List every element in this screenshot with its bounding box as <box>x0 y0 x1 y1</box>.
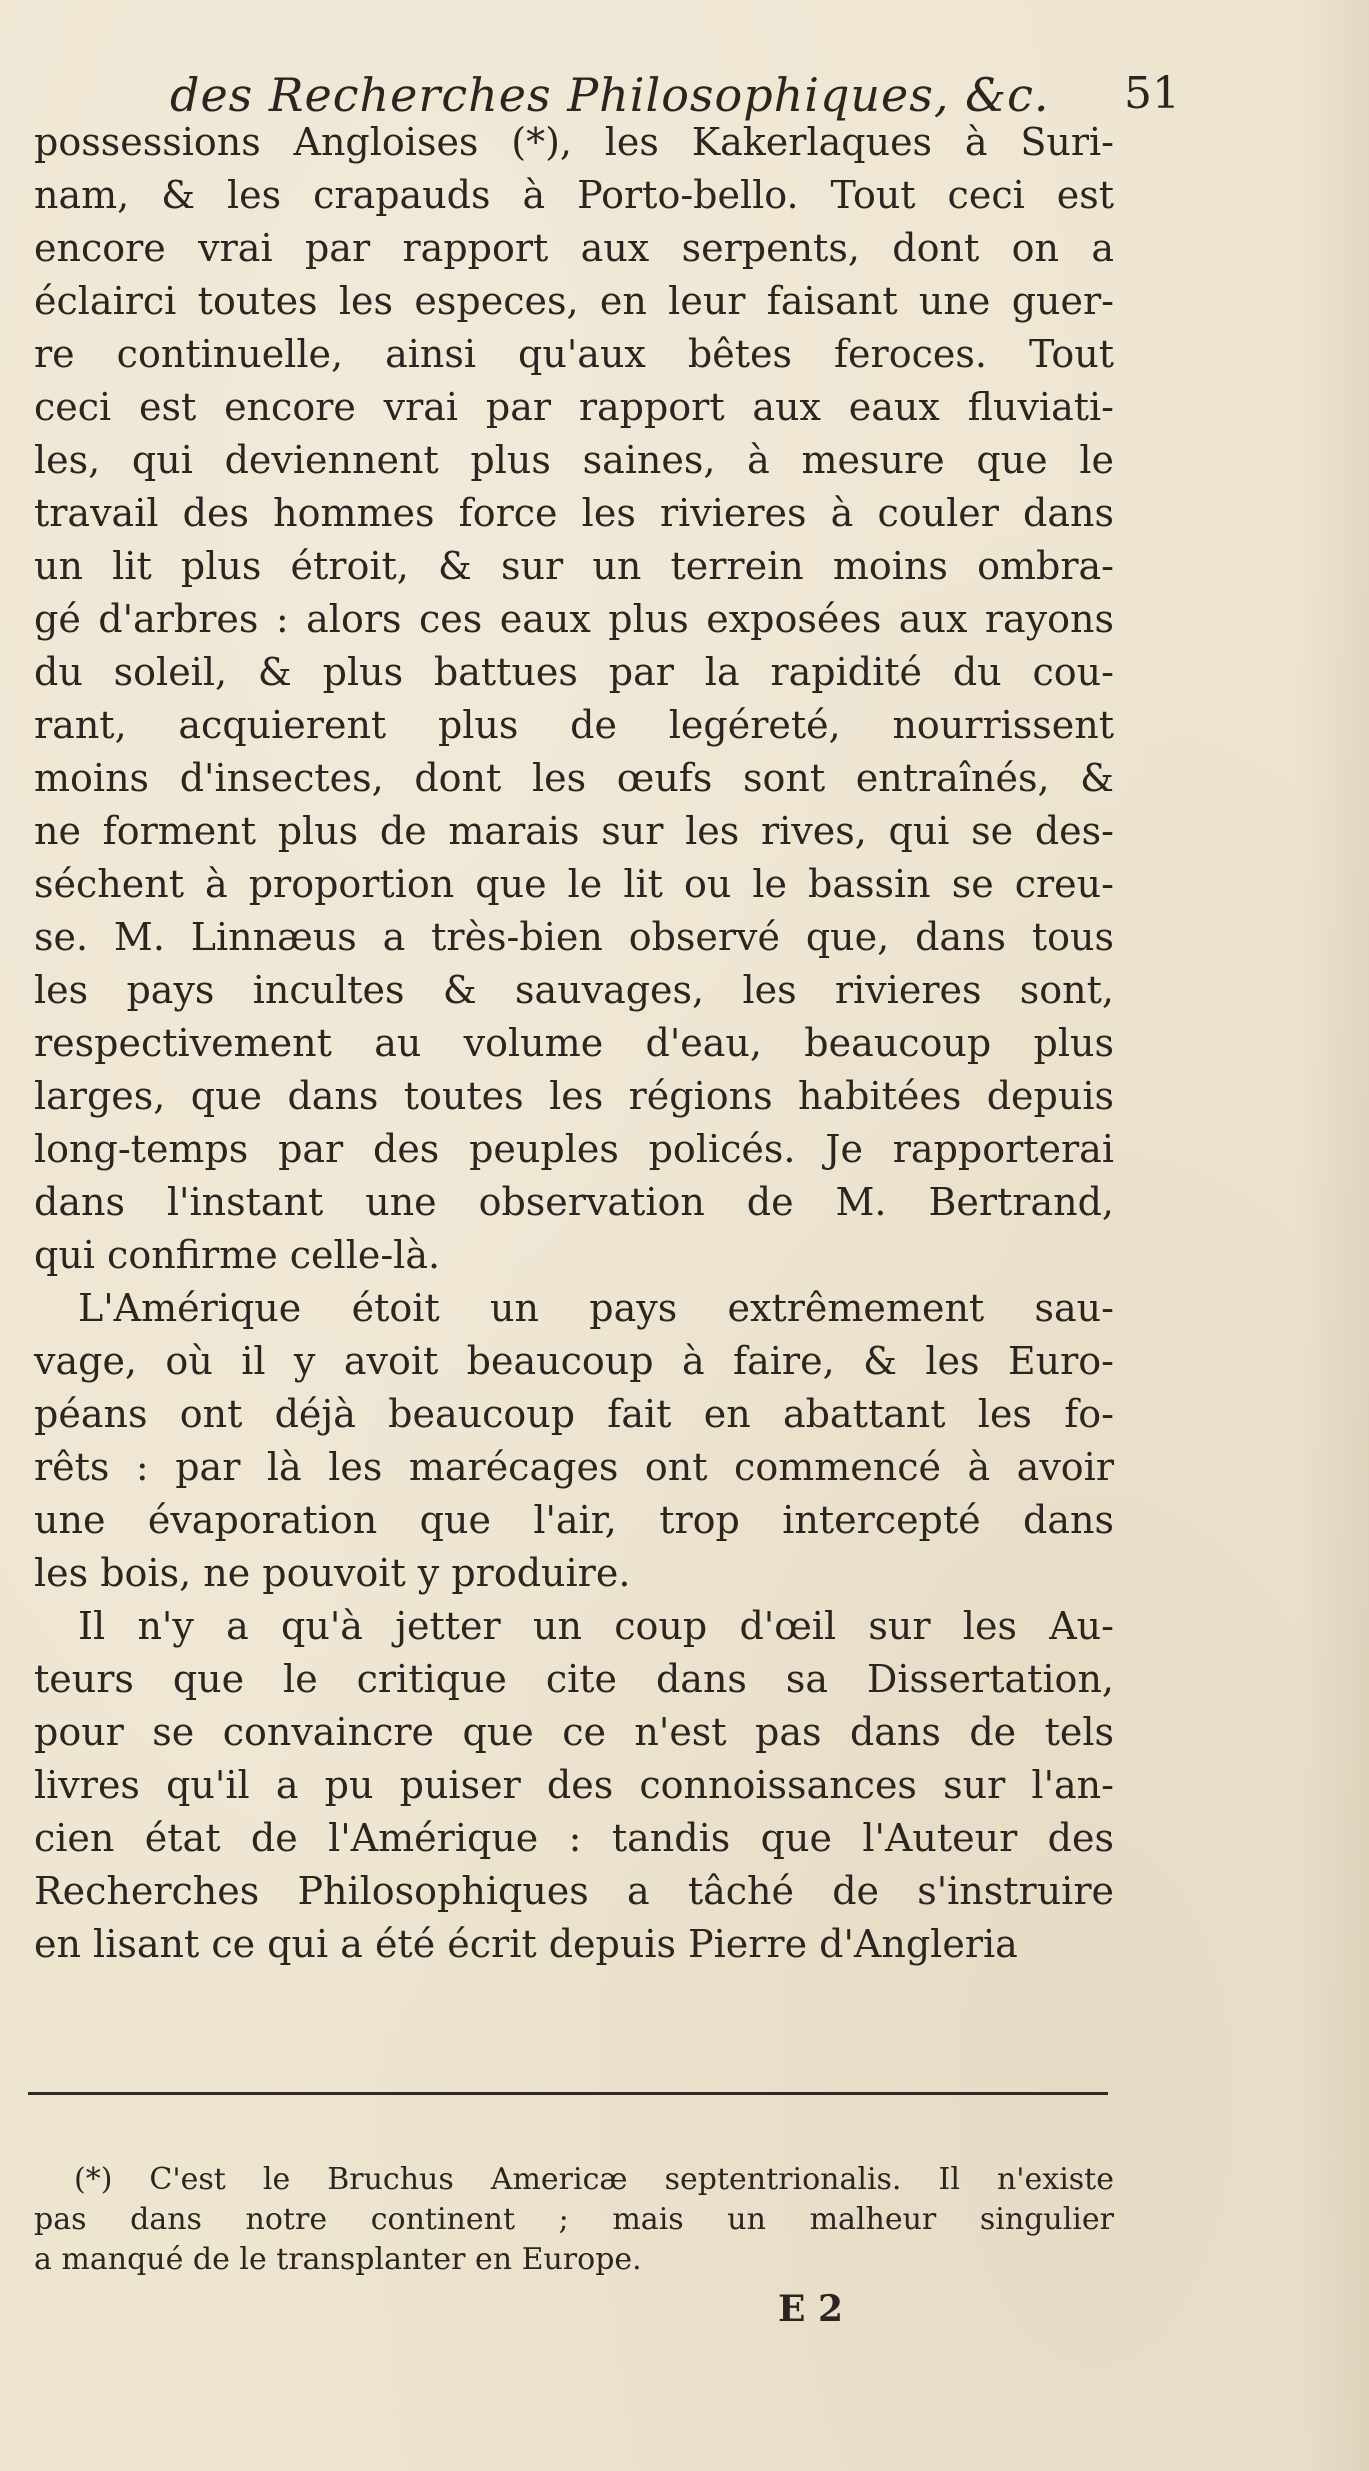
footnote-line: a manqué de le transplanter en Europe. <box>34 2242 642 2277</box>
page-number: 51 <box>1124 68 1180 119</box>
text-line: nam, & les crapauds à Porto-bello. Tout ceci est <box>34 173 1114 217</box>
text-line: en lisant ce qui a été écrit depuis Pierre d'Angleria <box>34 1922 1018 1966</box>
text-line: teurs que le critique cite dans sa Dissertation, <box>34 1657 1114 1701</box>
text-line: gé d'arbres : alors ces eaux plus exposées aux rayons <box>34 597 1114 641</box>
text-line: les, qui deviennent plus saines, à mesure que le <box>34 438 1114 482</box>
text-line: un lit plus étroit, & sur un terrein moins ombra- <box>34 544 1114 588</box>
text-line: les pays incultes & sauvages, les rivieres sont, <box>34 968 1114 1012</box>
text-line: qui confirme celle-là. <box>34 1233 441 1277</box>
text-line: ne forment plus de marais sur les rives, qui se des- <box>34 809 1114 853</box>
page-edge-shadow <box>1299 0 1369 2471</box>
text-line: possessions Angloises (*), les Kakerlaques à Suri- <box>34 120 1114 164</box>
text-line: rant, acquierent plus de legéreté, nourrissent <box>34 703 1114 747</box>
signature-mark: E 2 <box>778 2288 844 2330</box>
text-line: péans ont déjà beaucoup fait en abattant les fo- <box>34 1392 1114 1436</box>
text-line: vage, où il y avoit beaucoup à faire, & les Euro- <box>34 1339 1114 1383</box>
footnote <box>34 2160 1114 2280</box>
text-line: les bois, ne pouvoit y produire. <box>34 1551 631 1595</box>
text-line: re continuelle, ainsi qu'aux bêtes feroces. Tout <box>34 332 1114 376</box>
footnote-line: (*) C'est le Bruchus Americæ septentrionalis. Il n'existe <box>74 2162 1114 2197</box>
text-line: se. M. Linnæus a très-bien observé que, dans tous <box>34 915 1114 959</box>
text-line: travail des hommes force les rivieres à couler dans <box>34 491 1114 535</box>
text-line: du soleil, & plus battues par la rapidité du cou- <box>34 650 1114 694</box>
footnote-rule <box>28 2092 1108 2095</box>
text-line: respectivement au volume d'eau, beaucoup plus <box>34 1021 1114 1065</box>
text-line: ceci est encore vrai par rapport aux eaux fluviati- <box>34 385 1114 429</box>
body-text <box>34 116 1114 1971</box>
paragraph-start: Il n'y a qu'à jetter un coup d'œil sur les Au- <box>78 1604 1114 1648</box>
text-line: long-temps par des peuples policés. Je rapporterai <box>34 1127 1114 1171</box>
text-line: une évaporation que l'air, trop intercepté dans <box>34 1498 1114 1542</box>
text-line: éclairci toutes les especes, en leur faisant une guer- <box>34 279 1114 323</box>
paragraph-start: L'Amérique étoit un pays extrêmement sau- <box>78 1286 1114 1330</box>
text-line: cien état de l'Amérique : tandis que l'Auteur des <box>34 1816 1114 1860</box>
text-line: Recherches Philosophiques a tâché de s'instruire <box>34 1869 1114 1913</box>
running-head: des Recherches Philosophiques, &c. <box>170 68 1050 122</box>
text-line: pour se convaincre que ce n'est pas dans de tels <box>34 1710 1114 1754</box>
text-line: séchent à proportion que le lit ou le bassin se creu- <box>34 862 1114 906</box>
text-line: moins d'insectes, dont les œufs sont entraînés, & <box>34 756 1114 800</box>
text-line: larges, que dans toutes les régions habitées depuis <box>34 1074 1114 1118</box>
footnote-line: pas dans notre continent ; mais un malheur singulier <box>34 2202 1114 2237</box>
text-line: dans l'instant une observation de M. Bertrand, <box>34 1180 1114 1224</box>
text-line: rêts : par là les marécages ont commencé à avoir <box>34 1445 1114 1489</box>
text-line: livres qu'il a pu puiser des connoissances sur l'an- <box>34 1763 1114 1807</box>
text-line: encore vrai par rapport aux serpents, dont on a <box>34 226 1114 270</box>
